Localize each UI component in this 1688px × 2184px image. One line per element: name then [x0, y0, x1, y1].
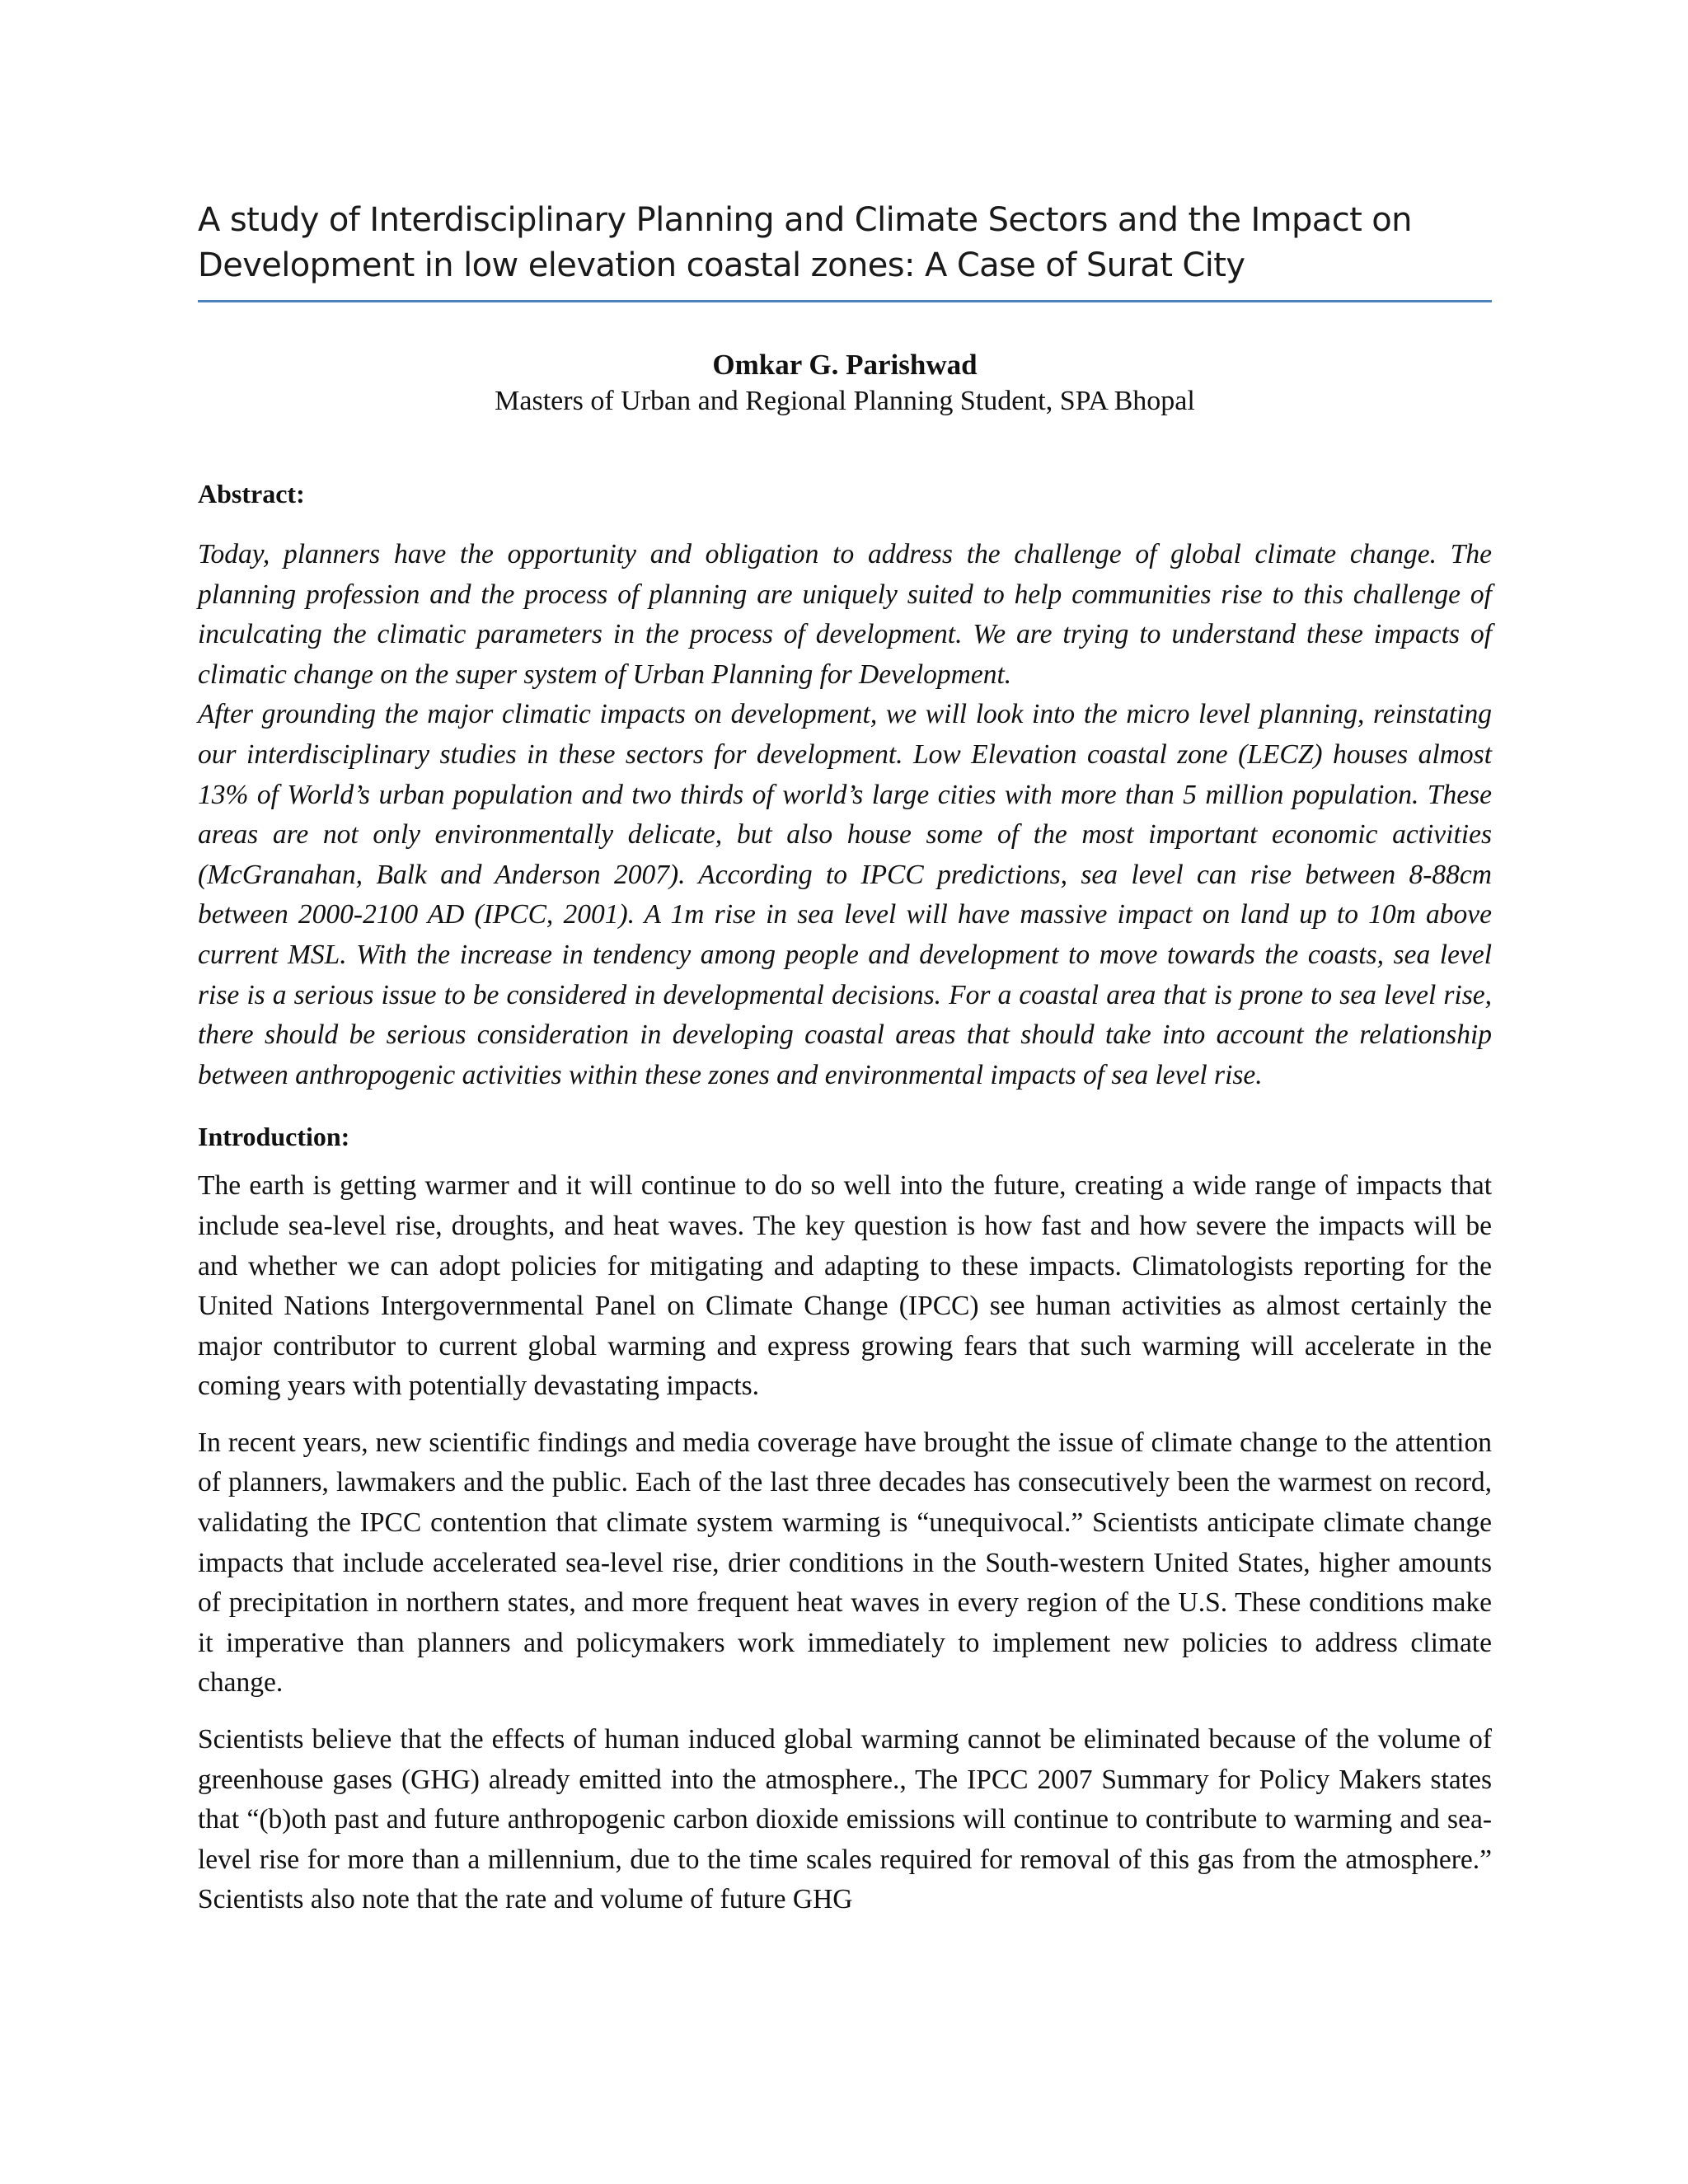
author-block: [198, 347, 1492, 419]
introduction-body: [198, 1166, 1492, 1920]
paper-page: [198, 198, 1492, 1920]
introduction-paragraph: Scientists believe that the effects of human induced global warming cannot be eliminated because of the volume of greenhouse gases (GHG) already emitted into the atmosphere., The IPCC 2007 Summary for Policy Makers states that “(b)oth past and future anthropogenic carbon dioxide emissions will continue to contribute to warming and sea-level rise for more than a millennium, due to the time scales required for removal of this gas from the atmosphere.” Scientists also note that the rate and volume of future GHG: [198, 1724, 1492, 1915]
abstract-body: [198, 535, 1492, 1095]
author-name: Omkar G. Parishwad: [712, 349, 978, 381]
introduction-heading: Introduction:: [198, 1122, 350, 1152]
author-affiliation: Masters of Urban and Regional Planning Student, SPA Bhopal: [495, 386, 1195, 416]
abstract-heading: Abstract:: [198, 479, 305, 509]
paper-title: A study of Interdisciplinary Planning and Climate Sectors and the Impact on Development in low elevation coastal zones: A Case of Surat City: [198, 198, 1492, 302]
abstract-paragraph: After grounding the major climatic impacts on development, we will look into the micro level planning, reinstating our interdisciplinary studies in these sectors for development. Low Elevation coastal zone (LECZ) houses almost 13% of World’s urban population and two thirds of world’s large cities with more than 5 million population. These areas are not only environmentally delicate, but also house some of the most important economic activities (McGranahan, Balk and Anderson 2007). According to IPCC predictions, sea level can rise between 8-88cm between 2000-2100 AD (IPCC, 2001). A 1m rise in sea level will have massive impact on land up to 10m above current MSL. With the increase in tendency among people and development to move towards the coasts, sea level rise is a serious issue to be considered in developmental decisions. For a coastal area that is prone to sea level rise, there should be serious consideration in developing coastal areas that should take into account the relationship between anthropogenic activities within these zones and environmental impacts of sea level rise.: [198, 699, 1492, 1090]
introduction-paragraph: In recent years, new scientific findings and media coverage have brought the issue of climate change to the attention of planners, lawmakers and the public. Each of the last three decades has consecutively been the warmest on record, validating the IPCC contention that climate system warming is “unequivocal.” Scientists anticipate climate change impacts that include accelerated sea-level rise, drier conditions in the South-western United States, higher amounts of precipitation in northern states, and more frequent heat waves in every region of the U.S. These conditions make it imperative than planners and policymakers work immediately to implement new policies to address climate change.: [198, 1427, 1492, 1699]
abstract-paragraph: Today, planners have the opportunity and obligation to address the challenge of global climate change. The planning profession and the process of planning are uniquely suited to help communities rise to this challenge of inculcating the climatic parameters in the process of development. We are trying to understand these impacts of climatic change on the super system of Urban Planning for Development.: [198, 539, 1492, 690]
introduction-paragraph: The earth is getting warmer and it will continue to do so well into the future, creating a wide range of impacts that include sea-level rise, droughts, and heat waves. The key question is how fast and how severe the impacts will be and whether we can adopt policies for mitigating and adapting to these impacts. Climatologists reporting for the United Nations Intergovernmental Panel on Climate Change (IPCC) see human activities as almost certainly the major contributor to current global warming and express growing fears that such warming will accelerate in the coming years with potentially devastating impacts.: [198, 1170, 1492, 1402]
